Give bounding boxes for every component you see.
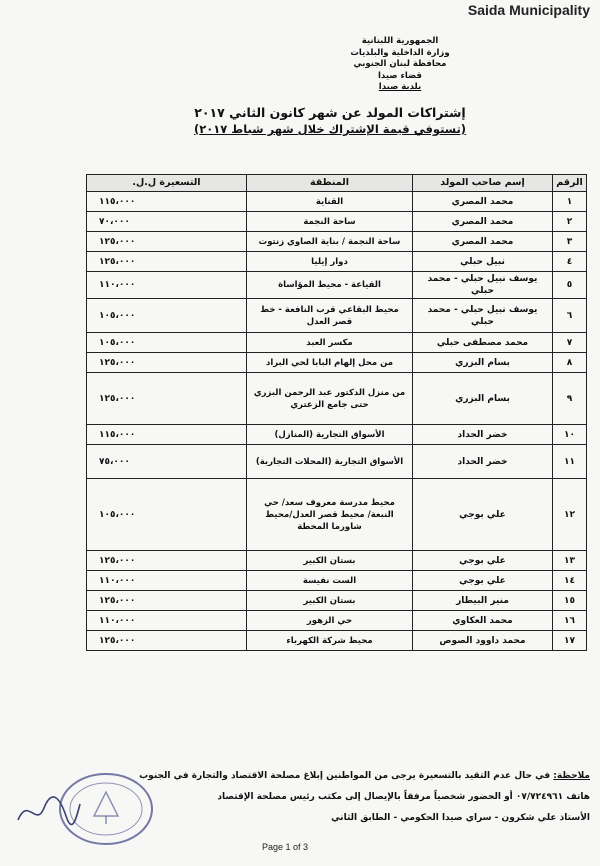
- cell-owner: محمد المصري: [413, 232, 553, 252]
- cell-owner: نبيل حبلي: [413, 252, 553, 272]
- table-row: [87, 232, 587, 252]
- table-row: [87, 299, 587, 333]
- letterhead-line: الجمهورية اللبنانية: [361, 36, 439, 46]
- table-header-row: [87, 175, 587, 192]
- cell-area: من محل إلهام البابا لحي البراد: [247, 353, 413, 373]
- cell-owner: يوسف نبيل حبلي - محمد حبلي: [413, 299, 553, 333]
- table-row: [87, 425, 587, 445]
- cell-num: ٩: [553, 373, 587, 425]
- header-price: التسعيرة ل.ل.: [87, 175, 247, 192]
- document-titles: [180, 104, 480, 138]
- cell-num: ١: [553, 192, 587, 212]
- cell-area: بستان الكبير: [247, 551, 413, 571]
- table-row: [87, 373, 587, 425]
- table-row: [87, 192, 587, 212]
- cell-area: القياعة - محيط المؤاساة: [247, 272, 413, 299]
- cell-num: ١٦: [553, 611, 587, 631]
- cell-price: ١١٥،٠٠٠: [87, 425, 247, 445]
- cell-price: ٧٥،٠٠٠: [87, 445, 247, 479]
- table-row: [87, 611, 587, 631]
- table-row: [87, 571, 587, 591]
- letterhead-line: بلدية صيدا: [378, 82, 422, 92]
- table-row: [87, 631, 587, 651]
- cell-owner: علي بوجي: [413, 551, 553, 571]
- table-row: [87, 212, 587, 232]
- cell-num: ٧: [553, 333, 587, 353]
- table-row: [87, 551, 587, 571]
- cell-price: ١٠٥،٠٠٠: [87, 333, 247, 353]
- cell-owner: منير البيطار: [413, 591, 553, 611]
- cell-owner: محمد العكاوي: [413, 611, 553, 631]
- cell-price: ١٢٥،٠٠٠: [87, 373, 247, 425]
- cell-price: ١٢٥،٠٠٠: [87, 232, 247, 252]
- cell-price: ١٠٥،٠٠٠: [87, 299, 247, 333]
- cell-area: ساحة النجمة / بناية الصاوي زنتوت: [247, 232, 413, 252]
- subscriptions-table: [86, 174, 587, 651]
- cell-num: ١٤: [553, 571, 587, 591]
- cell-owner: محمد داوود الصوص: [413, 631, 553, 651]
- cell-area: دوار إيليا: [247, 252, 413, 272]
- cell-num: ١٧: [553, 631, 587, 651]
- cell-price: ١٢٥،٠٠٠: [87, 551, 247, 571]
- table-row: [87, 252, 587, 272]
- header-area: المنطقة: [247, 175, 413, 192]
- letterhead: [300, 36, 500, 94]
- municipality-brand: Saida Municipality: [467, 2, 590, 18]
- note-text: في حال عدم التقيد بالتسعيرة يرجى من المواطنين إبلاغ مصلحة الاقتصاد والتجارة في الجنوب: [139, 771, 551, 781]
- cell-num: ١٣: [553, 551, 587, 571]
- signature-icon: [14, 790, 84, 830]
- cell-area: محيط البقاعي قرب النافعة - خط قصر العدل: [247, 299, 413, 333]
- cell-num: ١٢: [553, 479, 587, 551]
- table-row: [87, 591, 587, 611]
- document-title: إشتراكات المولد عن شهر كانون الثاني ٢٠١٧: [194, 105, 466, 120]
- table-row: [87, 272, 587, 299]
- cell-area: محيط مدرسة معروف سعد/ حي النبعة/ محيط قصر العدل/محيط شاورما المحطة: [247, 479, 413, 551]
- cell-num: ٥: [553, 272, 587, 299]
- cell-num: ١١: [553, 445, 587, 479]
- cell-area: محيط شركة الكهرباء: [247, 631, 413, 651]
- cell-price: ١٢٥،٠٠٠: [87, 591, 247, 611]
- document-subtitle: (تستوفي قيمة الإشتراك خلال شهر شباط ٢٠١٧): [193, 122, 467, 136]
- letterhead-line: وزارة الداخلية والبلديات: [350, 47, 450, 58]
- cell-num: ١٠: [553, 425, 587, 445]
- cell-num: ٢: [553, 212, 587, 232]
- cell-owner: محمد مصطفى حبلي: [413, 333, 553, 353]
- cell-owner: خضر الحداد: [413, 425, 553, 445]
- cell-price: ١٢٥،٠٠٠: [87, 353, 247, 373]
- cell-owner: محمد المصري: [413, 212, 553, 232]
- cell-owner: علي بوجي: [413, 479, 553, 551]
- page-indicator: Page 1 of 3: [262, 842, 309, 852]
- notes-block: [86, 766, 590, 829]
- cell-area: حي الزهور: [247, 611, 413, 631]
- cell-owner: علي بوجي: [413, 571, 553, 591]
- cell-price: ١١٠،٠٠٠: [87, 611, 247, 631]
- note-line-3: الأستاذ علي شكرون - سراي صيدا الحكومي - الطابق الثاني: [331, 813, 590, 823]
- cell-area: ساحة النجمة: [247, 212, 413, 232]
- table-row: [87, 353, 587, 373]
- header-num: الرقم: [553, 175, 587, 192]
- cell-area: بستان الكبير: [247, 591, 413, 611]
- cell-owner: خضر الحداد: [413, 445, 553, 479]
- cell-num: ٤: [553, 252, 587, 272]
- cell-owner: بسام البزري: [413, 353, 553, 373]
- table-row: [87, 445, 587, 479]
- cell-num: ٨: [553, 353, 587, 373]
- cell-num: ٣: [553, 232, 587, 252]
- cell-area: الست نفيسة: [247, 571, 413, 591]
- header-owner: إسم صاحب المولد: [413, 175, 553, 192]
- cell-price: ١١٥،٠٠٠: [87, 192, 247, 212]
- table-row: [87, 479, 587, 551]
- cell-price: ١١٠،٠٠٠: [87, 272, 247, 299]
- letterhead-line: محافظة لبنان الجنوبي: [353, 59, 447, 69]
- cell-price: ٧٠،٠٠٠: [87, 212, 247, 232]
- cell-area: من منزل الدكتور عبد الرحمن البزري حتى جامع الزعتري: [247, 373, 413, 425]
- cell-num: ١٥: [553, 591, 587, 611]
- cell-owner: محمد المصري: [413, 192, 553, 212]
- cell-area: مكسر العبد: [247, 333, 413, 353]
- note-line-2: هاتف ٠٧/٧٢٤٩٦١ أو الحضور شخصياً مرفقاً بالإيصال إلى مكتب رئيس مصلحة الإقتصاد: [217, 792, 590, 802]
- cell-owner: بسام البزري: [413, 373, 553, 425]
- table-row: [87, 333, 587, 353]
- cell-price: ١٢٥،٠٠٠: [87, 252, 247, 272]
- cell-owner: يوسف نبيل حبلي - محمد حبلي: [413, 272, 553, 299]
- cell-price: ١٠٥،٠٠٠: [87, 479, 247, 551]
- cell-area: القناية: [247, 192, 413, 212]
- cell-area: الأسواق التجارية (المنازل): [247, 425, 413, 445]
- cell-price: ١٢٥،٠٠٠: [87, 631, 247, 651]
- cell-num: ٦: [553, 299, 587, 333]
- note-label: ملاحظة:: [553, 771, 590, 781]
- cell-price: ١١٠،٠٠٠: [87, 571, 247, 591]
- cell-area: الأسواق التجارية (المحلات التجارية): [247, 445, 413, 479]
- letterhead-line: قضاء صيدا: [378, 70, 422, 81]
- note-line-1: [86, 766, 590, 787]
